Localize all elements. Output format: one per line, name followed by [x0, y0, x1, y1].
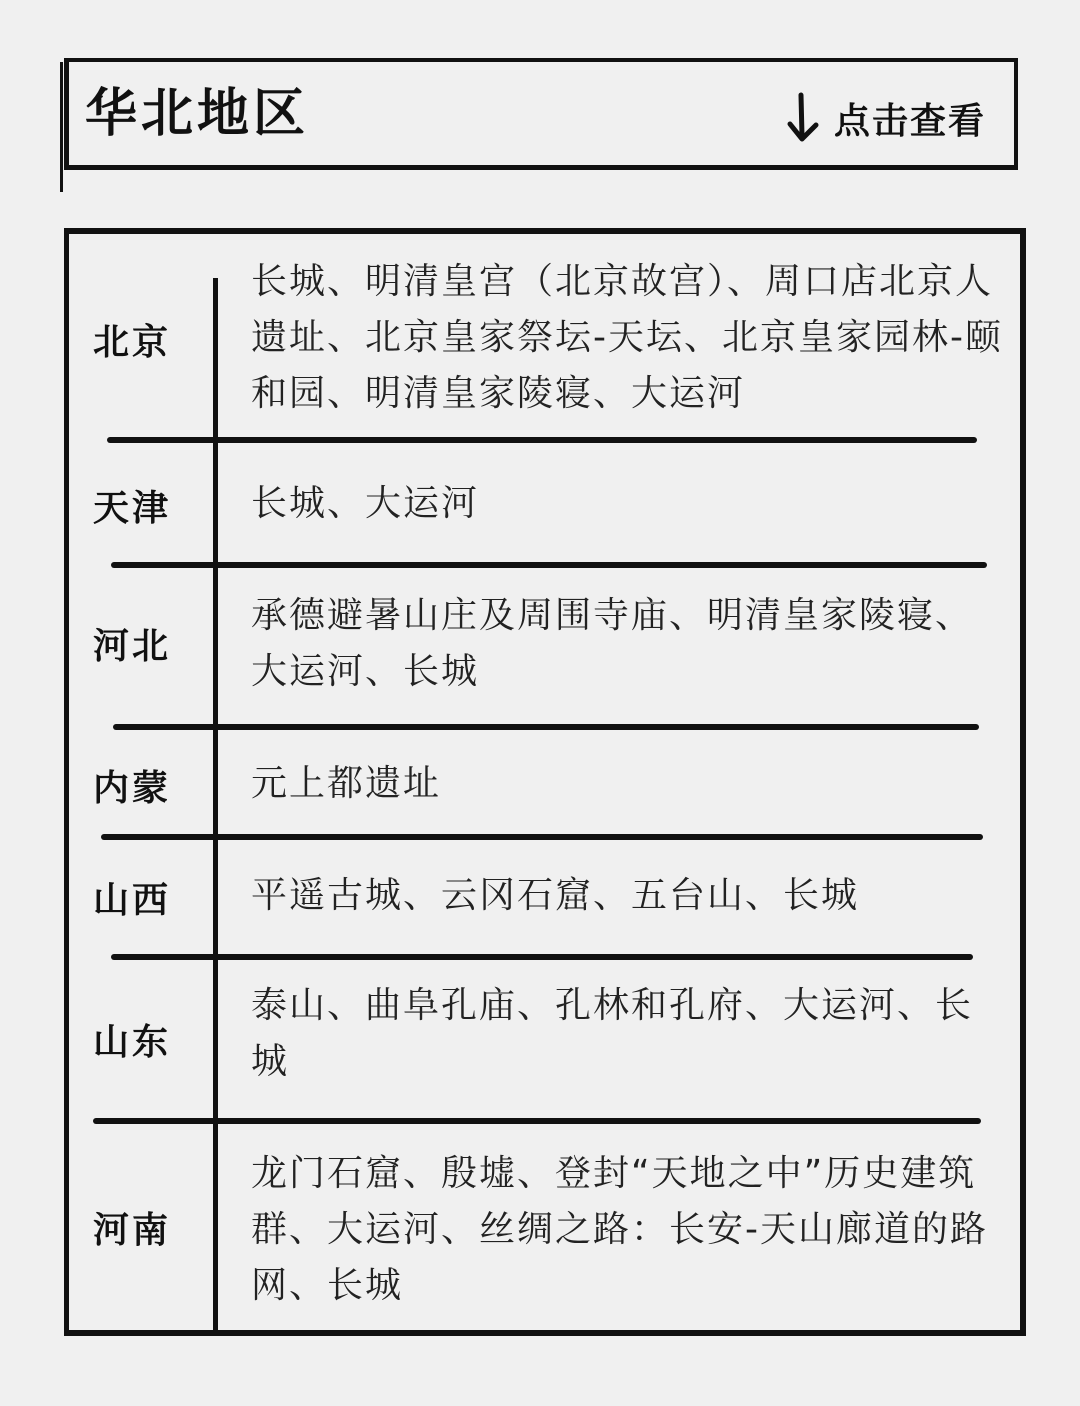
view-more-label: 点击查看 [833, 100, 986, 142]
table-row [69, 960, 1020, 1120]
down-arrow-icon [786, 92, 820, 144]
sites-text: 平遥古城、云冈石窟、五台山、长城 [251, 875, 860, 916]
table-row [69, 442, 1020, 566]
province-label: 山东 [93, 1022, 172, 1063]
province-label: 北京 [93, 322, 172, 363]
sites-text: 元上都遗址 [251, 763, 442, 804]
province-label: 天津 [93, 488, 172, 529]
province-label: 河北 [93, 626, 172, 667]
sites-text: 长城、明清皇宫（北京故宫）、周口店北京人遗址、北京皇家祭坛-天坛、北京皇家园林-颐和园、明清皇家陵寝、大运河 [251, 261, 1003, 414]
table-row [69, 840, 1020, 958]
table-row [69, 730, 1020, 840]
region-header [64, 58, 1018, 170]
sites-text: 长城、大运河 [251, 483, 480, 524]
province-label: 河南 [93, 1210, 172, 1251]
table-row [69, 568, 1020, 728]
table-row [69, 1124, 1020, 1336]
province-label: 山西 [93, 880, 172, 921]
region-title: 华北地区 [85, 84, 310, 144]
sites-text: 龙门石窟、殷墟、登封“天地之中”历史建筑群、大运河、丝绸之路：长安-天山廊道的路网、长城 [251, 1153, 988, 1306]
sites-text: 承德避暑山庄及周围寺庙、明清皇家陵寝、大运河、长城 [251, 595, 974, 692]
sites-text: 泰山、曲阜孔庙、孔林和孔府、大运河、长城 [251, 985, 974, 1082]
province-label: 内蒙 [93, 768, 172, 809]
table-row [69, 234, 1020, 442]
heritage-table [64, 228, 1026, 1336]
view-more-link[interactable] [786, 92, 986, 144]
